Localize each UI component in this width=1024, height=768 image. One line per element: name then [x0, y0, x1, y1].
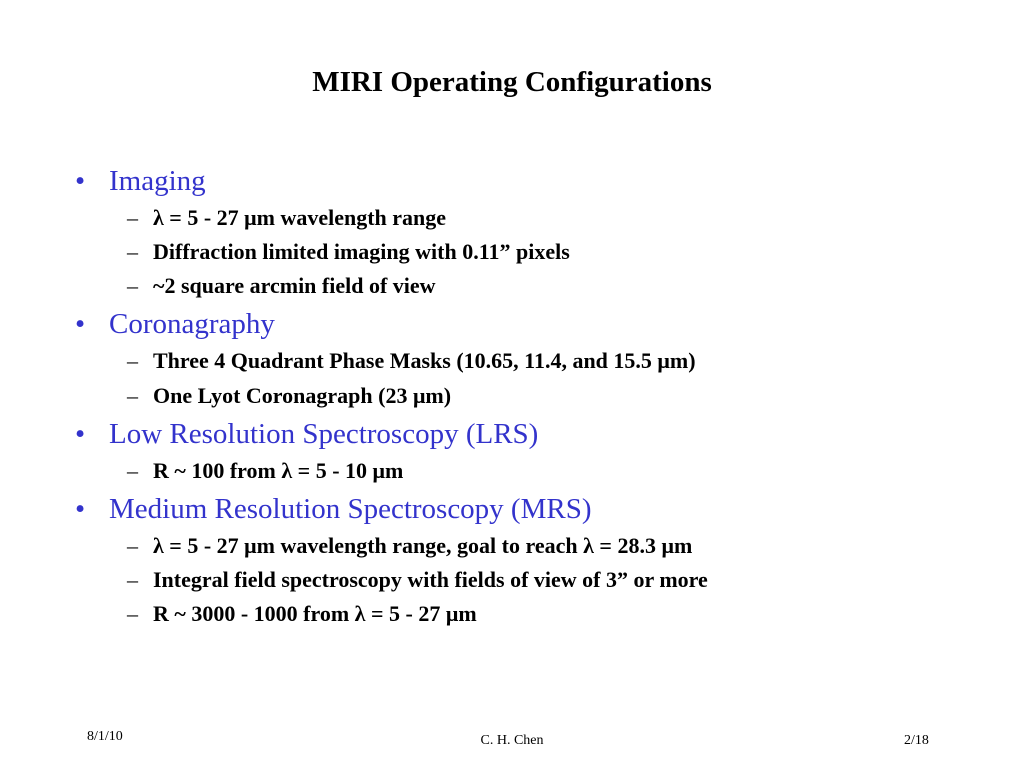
- section-heading-label: Medium Resolution Spectroscopy (MRS): [109, 493, 592, 525]
- list-item-text: λ = 5 - 27 μm wavelength range: [153, 205, 447, 230]
- section-heading-label: Imaging: [109, 165, 206, 197]
- slide-title: MIRI Operating Configurations: [312, 66, 712, 98]
- list-item-text: R ~ 3000 - 1000 from λ = 5 - 27 μm: [153, 601, 477, 626]
- dash-marker: –: [127, 383, 138, 408]
- section-heading-label: Coronagraphy: [109, 308, 275, 340]
- section-heading-lrs: [75, 417, 538, 451]
- dash-marker: –: [127, 533, 138, 558]
- list-item: [127, 204, 446, 232]
- list-item: [127, 347, 696, 375]
- dash-marker: –: [127, 348, 138, 373]
- footer-date: 8/1/10: [87, 729, 123, 744]
- list-item: [127, 532, 692, 560]
- footer-author: C. H. Chen: [480, 733, 544, 748]
- list-item-text: ~2 square arcmin field of view: [153, 273, 436, 298]
- list-item: [127, 600, 477, 628]
- dash-marker: –: [127, 273, 138, 298]
- dash-marker: –: [127, 239, 138, 264]
- section-heading-imaging: [75, 164, 206, 198]
- bullet-marker: •: [75, 418, 86, 450]
- list-item: [127, 566, 708, 594]
- dash-marker: –: [127, 458, 138, 483]
- list-item-text: Diffraction limited imaging with 0.11” pixels: [153, 239, 570, 264]
- bullet-marker: •: [75, 165, 86, 197]
- list-item-text: One Lyot Coronagraph (23 μm): [153, 383, 452, 408]
- dash-marker: –: [127, 567, 138, 592]
- dash-marker: –: [127, 601, 138, 626]
- footer-page-number: 2/18: [904, 733, 929, 748]
- list-item-text: Integral field spectroscopy with fields of view of 3” or more: [153, 567, 708, 592]
- section-heading-label: Low Resolution Spectroscopy (LRS): [109, 418, 539, 450]
- bullet-marker: •: [75, 493, 86, 525]
- list-item-text: R ~ 100 from λ = 5 - 10 μm: [153, 458, 404, 483]
- list-item: [127, 238, 570, 266]
- list-item: [127, 272, 436, 300]
- list-item-text: Three 4 Quadrant Phase Masks (10.65, 11.4, and 15.5 μm): [153, 348, 696, 373]
- dash-marker: –: [127, 205, 138, 230]
- section-heading-mrs: [75, 492, 592, 526]
- section-heading-coronagraphy: [75, 307, 275, 341]
- bullet-marker: •: [75, 308, 86, 340]
- list-item-text: λ = 5 - 27 μm wavelength range, goal to reach λ = 28.3 μm: [153, 533, 693, 558]
- list-item: [127, 382, 451, 410]
- list-item: [127, 457, 403, 485]
